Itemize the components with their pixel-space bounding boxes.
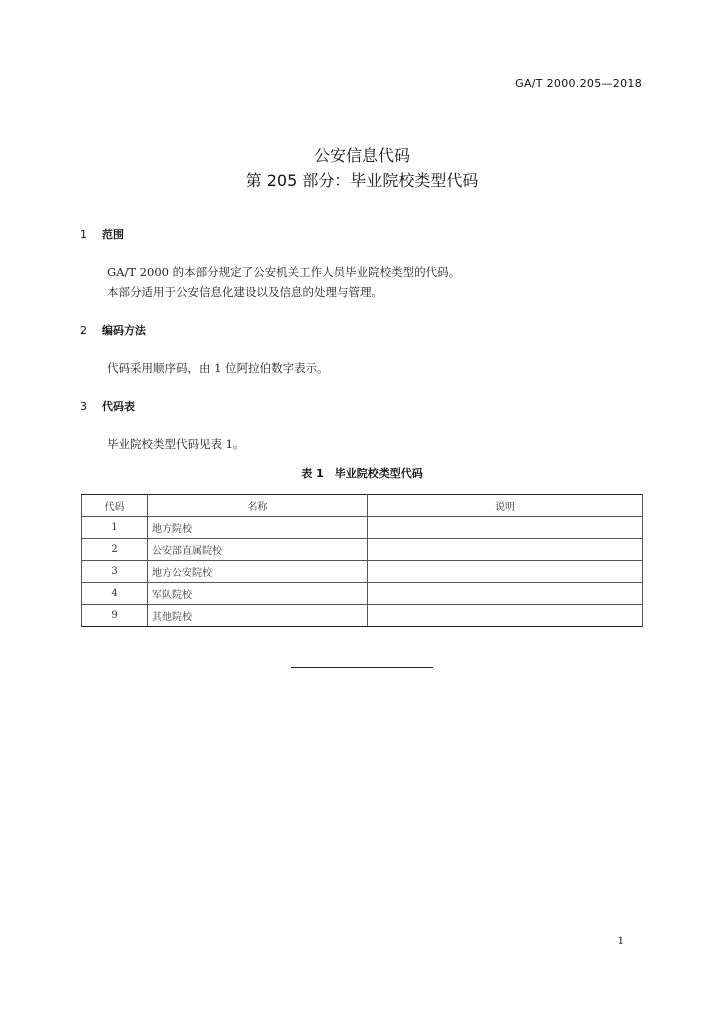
document-title: 公安信息代码 [313,146,410,165]
section-heading-scope [80,226,124,242]
section-title: 编码方法 [102,324,146,337]
cell-code: 1 [82,517,148,539]
cell-note [368,583,643,605]
section-heading-code-table [80,398,135,414]
page-number: 1 [617,936,624,947]
column-header-name: 名称 [148,495,368,517]
cell-name: 地方公安院校 [148,561,368,583]
cell-name: 其他院校 [148,605,368,627]
column-header-code: 代码 [82,495,148,517]
cell-note [368,605,643,627]
paragraph: 毕业院校类型代码见表 1。 [107,437,245,451]
cell-code: 2 [82,539,148,561]
cell-note [368,539,643,561]
cell-name: 军队院校 [148,583,368,605]
section-number: 2 [80,324,87,337]
section-title: 代码表 [102,400,135,413]
cell-name: 地方院校 [148,517,368,539]
table-header-row [82,495,643,517]
section-number: 1 [80,228,87,241]
cell-code: 9 [82,605,148,627]
cell-name: 公安部直属院校 [148,539,368,561]
table-caption: 表 1 毕业院校类型代码 [301,467,423,480]
paragraph: 代码采用顺序码，由 1 位阿拉伯数字表示。 [107,361,329,375]
paragraph: 本部分适用于公安信息化建设以及信息的处理与管理。 [107,285,383,299]
section-heading-coding-method [80,322,146,338]
cell-note [368,517,643,539]
document-subtitle: 第 205 部分：毕业院校类型代码 [245,171,479,190]
cell-code: 4 [82,583,148,605]
section-number: 3 [80,400,87,413]
standard-number: GA/T 2000.205—2018 [515,77,642,90]
table-row [82,583,643,605]
table-row [82,561,643,583]
table-row [82,517,643,539]
cell-code: 3 [82,561,148,583]
table-row [82,605,643,627]
end-of-document-rule [291,667,433,668]
table-row [82,539,643,561]
code-table [81,494,643,627]
section-title: 范围 [102,228,124,241]
paragraph: GA/T 2000 的本部分规定了公安机关工作人员毕业院校类型的代码。 [107,265,461,279]
cell-note [368,561,643,583]
column-header-note: 说明 [368,495,643,517]
